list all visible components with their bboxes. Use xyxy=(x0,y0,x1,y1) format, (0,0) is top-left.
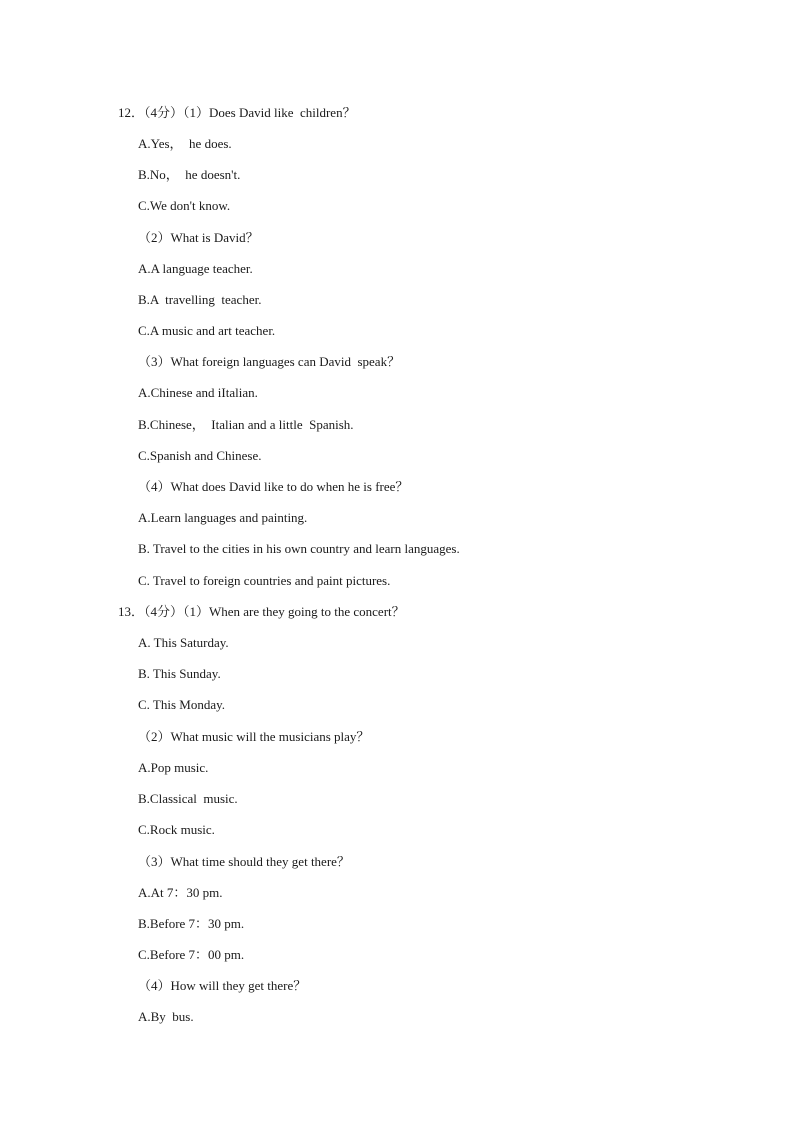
question-12-header: 12．（4分）（1）Does David like children？ xyxy=(118,105,356,120)
question-12-part-4-option-c: C. Travel to foreign countries and paint pictures. xyxy=(138,573,391,588)
question-12-part-4-prompt: （4）What does David like to do when he is free？ xyxy=(138,479,409,494)
question-12-part-2-option-a: A.A language teacher. xyxy=(138,261,253,276)
question-12-part-2-option-b: B.A travelling teacher. xyxy=(138,292,262,307)
question-12-part-2-option-c: C.A music and art teacher. xyxy=(138,323,276,338)
question-12-part-1-option-a: A.Yes， he does. xyxy=(138,136,232,151)
question-13-part-4-option-a: A.By bus. xyxy=(138,1009,194,1024)
question-12-part-4-option-a: A.Learn languages and painting. xyxy=(138,510,308,525)
question-12-part-3-option-a: A.Chinese and iItalian. xyxy=(138,385,258,400)
question-13-part-1-option-a: A. This Saturday. xyxy=(138,635,229,650)
question-13-part-3-option-a: A.At 7：30 pm. xyxy=(138,885,223,900)
question-12-part-1-option-c: C.We don't know. xyxy=(138,198,231,213)
question-13-part-3-prompt: （3）What time should they get there？ xyxy=(138,854,350,869)
question-13-header: 13．（4分）（1）When are they going to the concert？ xyxy=(118,604,405,619)
question-13-part-1-option-c: C. This Monday. xyxy=(138,697,226,712)
question-13-part-2-option-b: B.Classical music. xyxy=(138,791,238,806)
question-12-part-3-prompt: （3）What foreign languages can David speak？ xyxy=(138,354,401,369)
question-12-part-4-option-b: B. Travel to the cities in his own country and learn languages. xyxy=(138,541,460,556)
question-13-part-2-option-a: A.Pop music. xyxy=(138,760,209,775)
question-12-part-3-option-b: B.Chinese， Italian and a little Spanish. xyxy=(138,417,354,432)
question-13-part-3-option-b: B.Before 7：30 pm. xyxy=(138,916,245,931)
question-12-part-3-option-c: C.Spanish and Chinese. xyxy=(138,448,262,463)
question-13-part-2-option-c: C.Rock music. xyxy=(138,822,215,837)
question-12-part-2-prompt: （2）What is David？ xyxy=(138,230,259,245)
question-13-part-2-prompt: （2）What music will the musicians play？ xyxy=(138,729,370,744)
question-13-part-4-prompt: （4）How will they get there？ xyxy=(138,978,307,993)
question-12-part-1-option-b: B.No， he doesn't. xyxy=(138,167,241,182)
question-13-part-1-option-b: B. This Sunday. xyxy=(138,666,221,681)
question-13-part-3-option-c: C.Before 7：00 pm. xyxy=(138,947,245,962)
